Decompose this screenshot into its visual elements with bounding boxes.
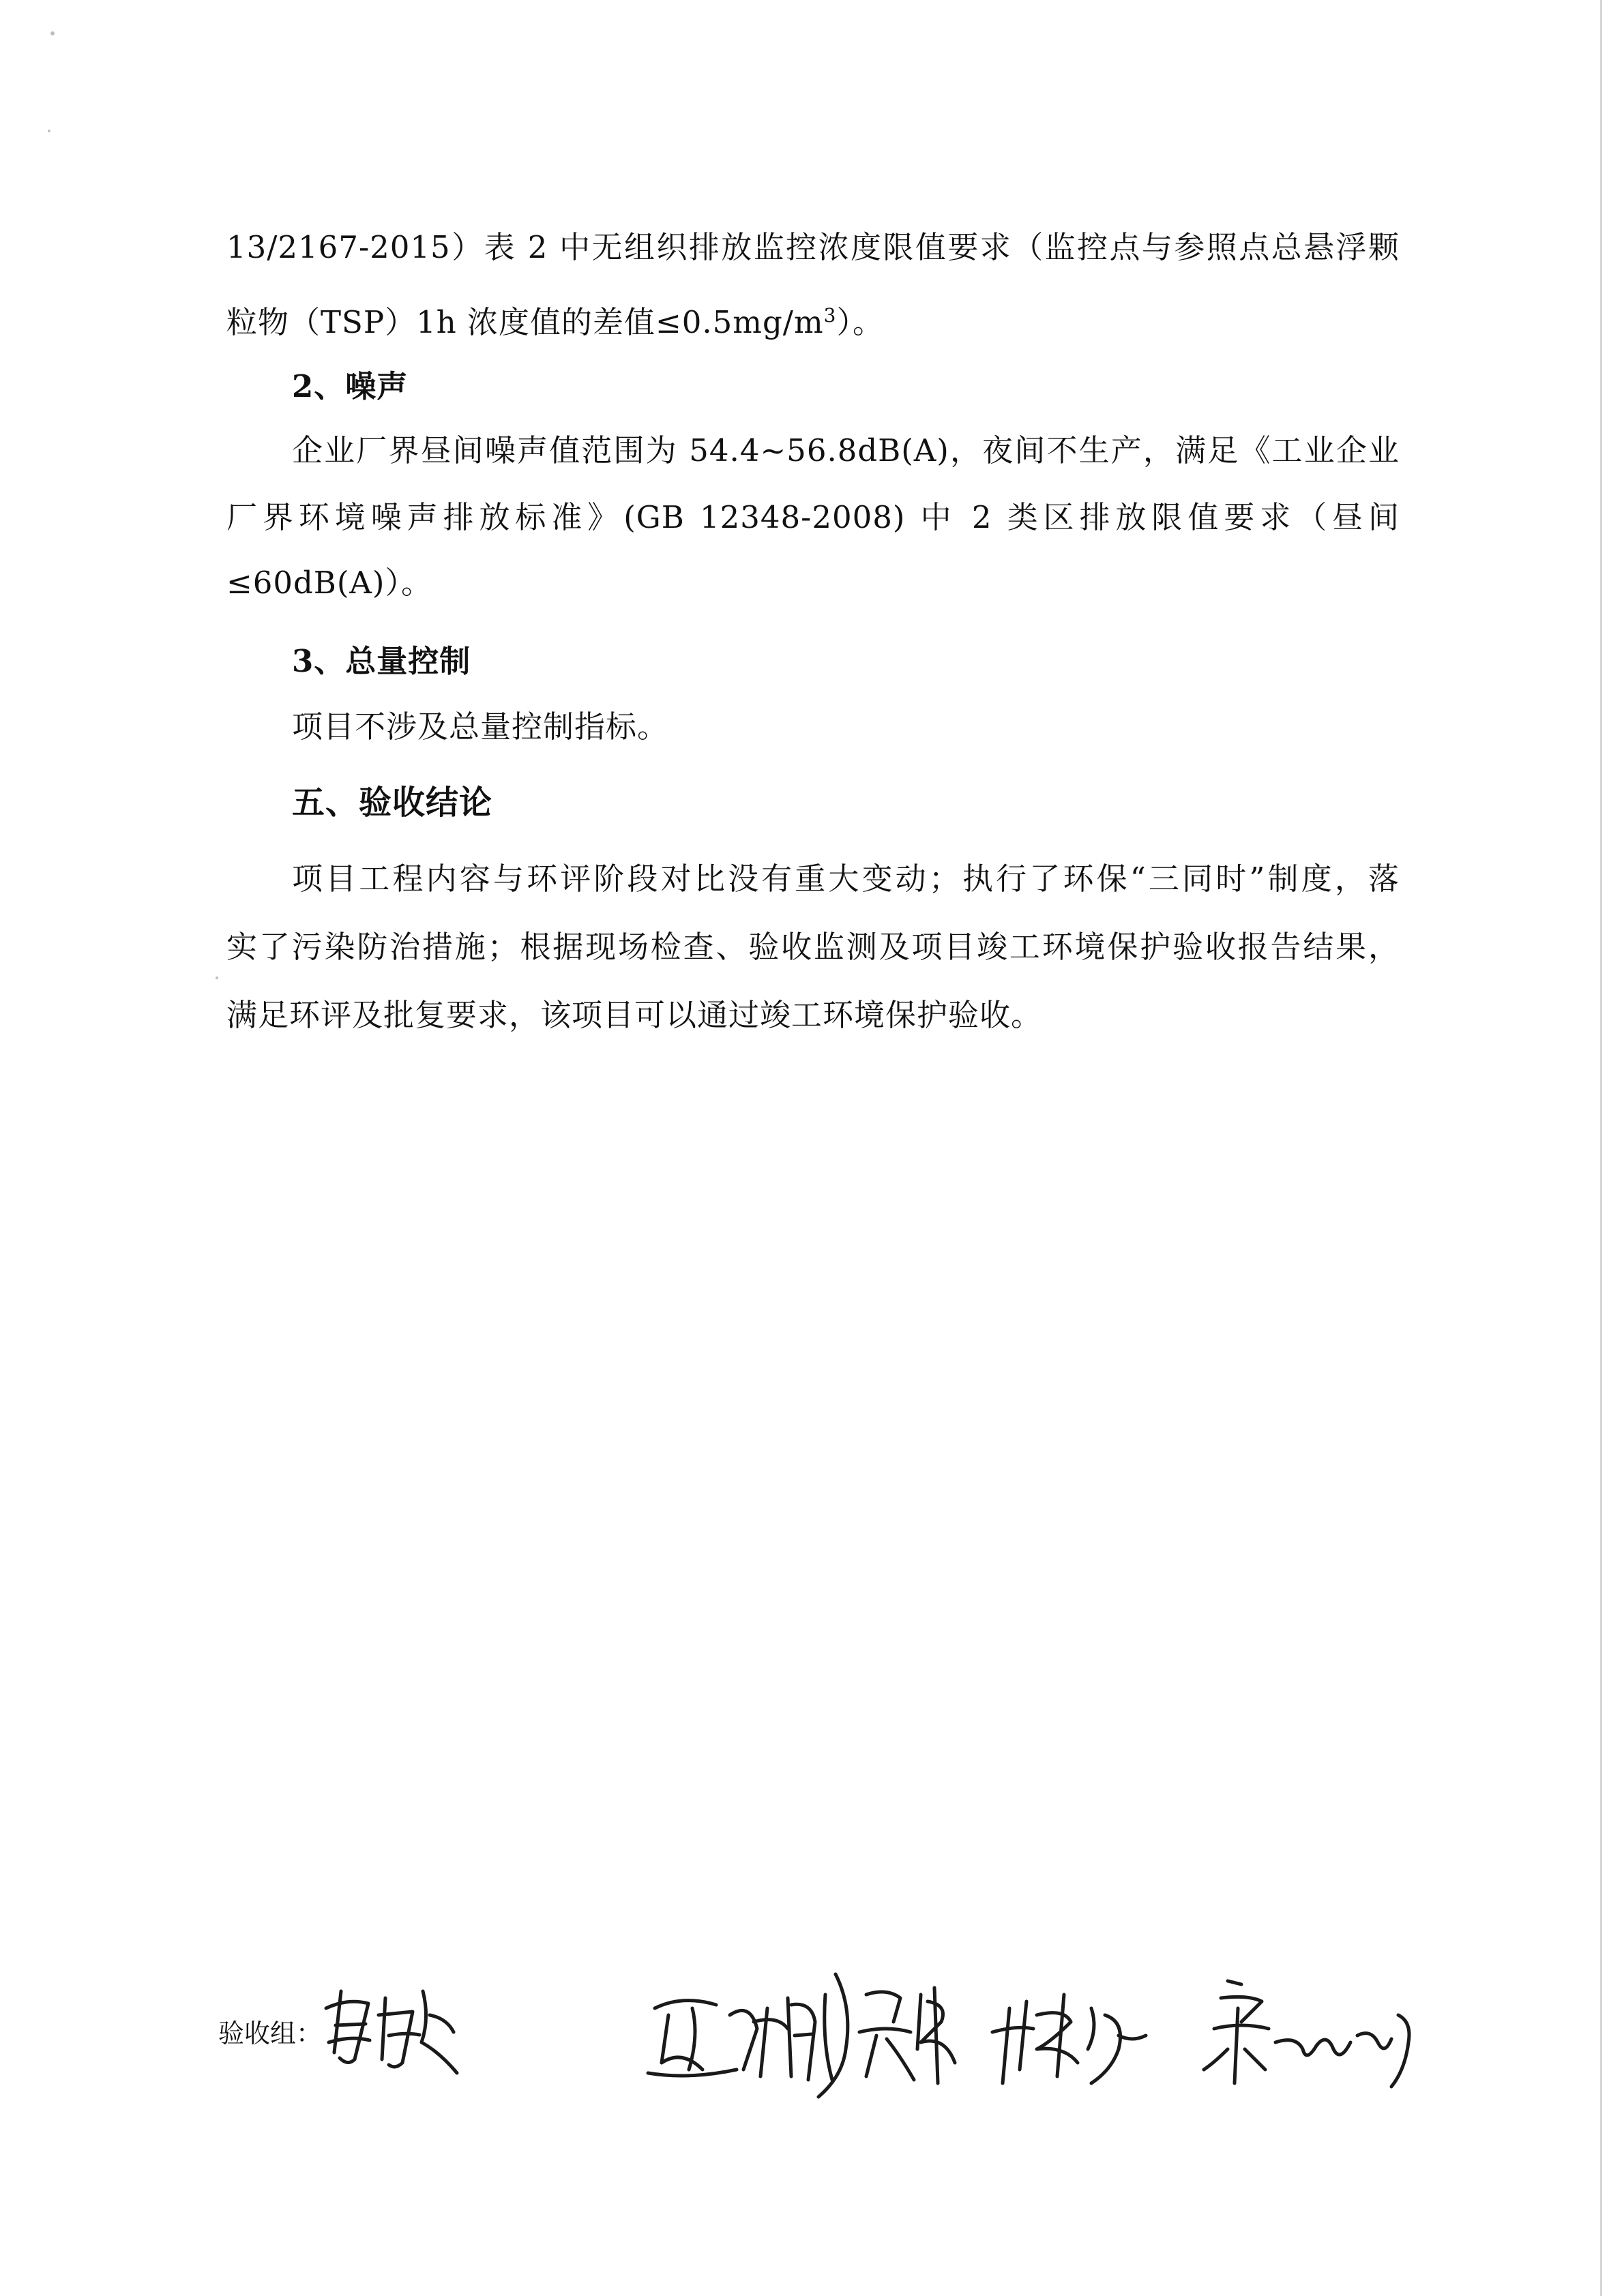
scan-speck: [216, 976, 218, 979]
section-heading-noise: 2、噪声: [292, 368, 409, 404]
paragraph-line: 项目不涉及总量控制指标。: [292, 709, 669, 745]
line-text: 粒物（TSP）1h 浓度值的差值≤0.5mg/m: [226, 304, 824, 340]
paragraph-line: 企业厂界昼间噪声值范围为 54.4~56.8dB(A)，夜间不生产，满足《工业企业: [292, 432, 1400, 468]
acceptance-group-label: 验收组：: [218, 2018, 323, 2048]
paragraph-line: 满足环评及批复要求，该项目可以通过竣工环境保护验收。: [226, 997, 1043, 1033]
handwritten-signature-2: [641, 1967, 1446, 2104]
scan-speck: [48, 130, 50, 132]
scan-speck: [50, 31, 55, 35]
paragraph-line: [226, 294, 1400, 344]
line-text: ）。: [836, 304, 884, 340]
paragraph-line: 13/2167-2015）表 2 中无组织排放监控浓度限值要求（监控点与参照点总悬浮颗: [226, 229, 1400, 265]
paragraph-line: 项目工程内容与环评阶段对比没有重大变动；执行了环保“三同时”制度，落: [292, 861, 1400, 897]
handwritten-signature-1: [321, 1978, 471, 2080]
section-heading-total: 3、总量控制: [292, 643, 471, 679]
paragraph-line: 实了污染防治措施；根据现场检查、验收监测及项目竣工环境保护验收报告结果，: [226, 929, 1400, 965]
superscript: 3: [823, 304, 837, 327]
paragraph-line: ≤60dB(A)）。: [226, 565, 432, 601]
paragraph-line: 厂界环境噪声排放标准》(GB 12348-2008) 中 2 类区排放限值要求（昼间: [226, 499, 1400, 535]
page-edge: [1600, 0, 1602, 2296]
section-heading-conclusion: 五、验收结论: [292, 784, 493, 822]
